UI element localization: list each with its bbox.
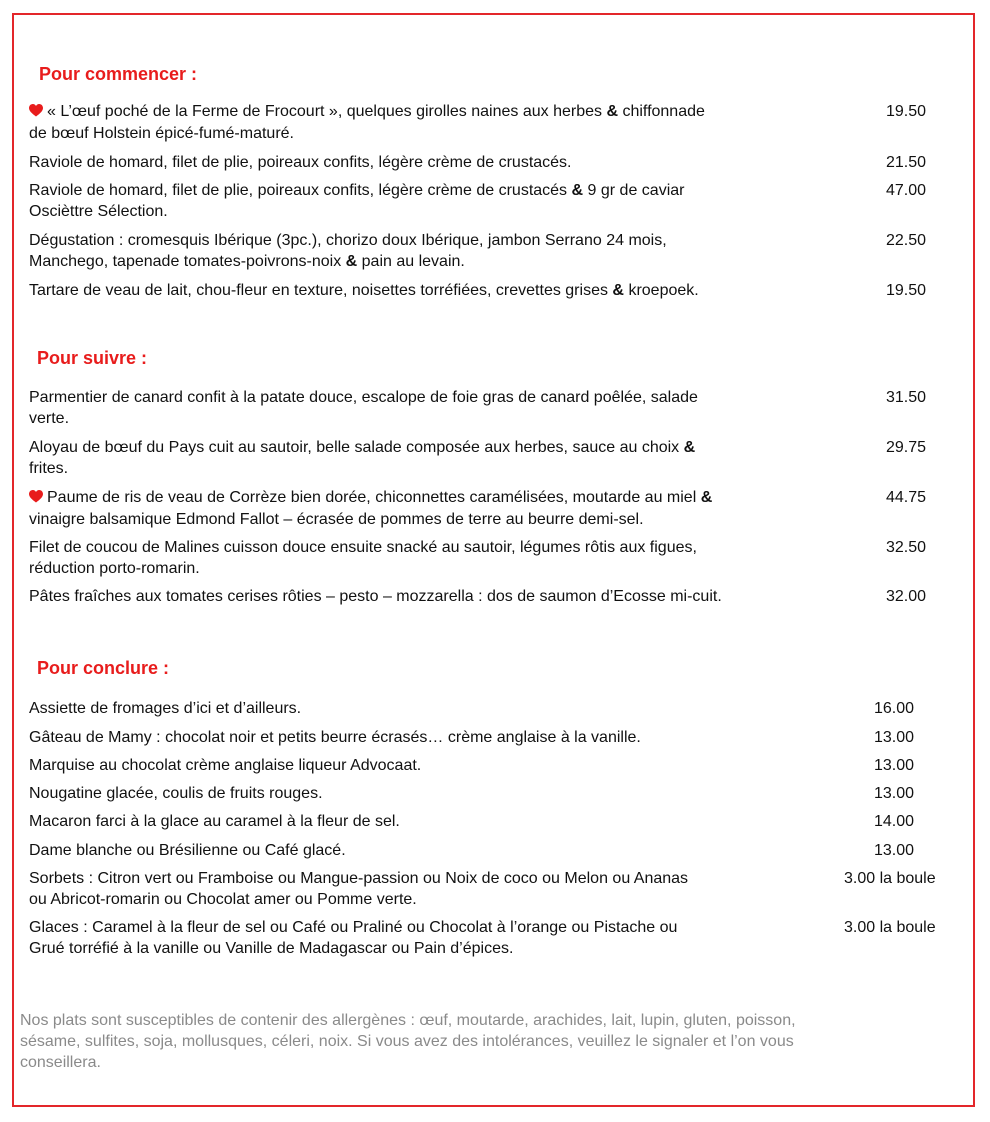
item-description: Macaron farci à la glace au caramel à la fleur de sel.: [29, 813, 400, 830]
item-price: 16.00: [874, 700, 915, 717]
item-description: Marquise au chocolat crème anglaise liqueur Advocaat.: [29, 757, 422, 774]
item-price: 44.75: [886, 489, 927, 506]
menu-item: [29, 727, 959, 748]
menu-item: [29, 437, 939, 479]
menu-item: [29, 840, 959, 861]
item-description: Sorbets : Citron vert ou Framboise ou Mangue-passion ou Noix de coco ou Melon ou Ananas ou Abricot-romarin ou Chocolat amer ou Pomme verte.: [29, 870, 689, 908]
section-title-start: Pour commencer :: [39, 64, 198, 84]
item-description: Tartare de veau de lait, chou-fleur en texture, noisettes torréfiées, crevettes grises & kroepoek.: [29, 282, 699, 299]
menu-item: [29, 152, 939, 173]
item-price: 19.50: [886, 103, 927, 120]
item-description: Filet de coucou de Malines cuisson douce ensuite snacké au sautoir, légumes rôtis aux figues, réduction porto-romarin.: [29, 539, 697, 577]
menu-item: [29, 868, 959, 910]
menu-item: [29, 180, 939, 222]
heart-icon: [29, 488, 43, 509]
item-description: Aloyau de bœuf du Pays cuit au sautoir, belle salade composée aux herbes, sauce au choix & frites.: [29, 439, 696, 477]
item-price: 22.50: [886, 232, 927, 249]
item-description: Paume de ris de veau de Corrèze bien dorée, chiconnettes caramélisées, moutarde au miel & vinaigre balsamique Edmond Fallot – écrasée de pommes de terre au beurre demi-sel.: [29, 489, 713, 528]
menu-item: [29, 537, 939, 579]
menu-item: [29, 586, 939, 607]
item-description: Gâteau de Mamy : chocolat noir et petits beurre écrasés… crème anglaise à la vanille.: [29, 729, 641, 746]
item-price: 3.00 la boule: [844, 870, 936, 887]
heart-icon: [29, 102, 43, 123]
menu-item: [29, 755, 959, 776]
menu-item: [29, 917, 959, 959]
item-price: 13.00: [874, 842, 915, 859]
item-description: « L’œuf poché de la Ferme de Frocourt », quelques girolles naines aux herbes & chiffonnade de bœuf Holstein épicé-fumé-maturé.: [29, 103, 705, 142]
menu-item: [29, 387, 939, 429]
item-price: 21.50: [886, 154, 927, 171]
item-description: Dégustation : cromesquis Ibérique (3pc.), chorizo doux Ibérique, jambon Serrano 24 mois, Manchego, tapenade tomates-poivrons-noix & pain au levain.: [29, 232, 667, 270]
item-description: Dame blanche ou Brésilienne ou Café glacé.: [29, 842, 346, 859]
item-description: Parmentier de canard confit à la patate douce, escalope de foie gras de canard poêlée, salade verte.: [29, 389, 698, 427]
item-price: 14.00: [874, 813, 915, 830]
allergen-note: Nos plats sont susceptibles de contenir des allergènes : œuf, moutarde, arachides, lait, lupin, gluten, poisson, sésame, sulfites, soja, mollusques, céleri, noix. Si vous avez des intolérances, veuillez le signaler et l’on vous conseillera.: [20, 1012, 796, 1071]
item-price: 13.00: [874, 785, 915, 802]
item-price: 31.50: [886, 389, 927, 406]
item-description: Assiette de fromages d’ici et d’ailleurs.: [29, 700, 302, 717]
menu-item: [29, 698, 959, 719]
item-price: 19.50: [886, 282, 927, 299]
menu-item: [29, 487, 939, 529]
menu-item: [29, 811, 959, 832]
item-price: 13.00: [874, 757, 915, 774]
item-price: 29.75: [886, 439, 927, 456]
section-title-end: Pour conclure :: [37, 658, 170, 678]
menu-item: [29, 230, 939, 272]
section-title-follow: Pour suivre :: [37, 348, 148, 368]
item-description: Pâtes fraîches aux tomates cerises rôties – pesto – mozzarella : dos de saumon d’Ecosse mi-cuit.: [29, 588, 722, 605]
menu-item: [29, 101, 939, 143]
item-price: 13.00: [874, 729, 915, 746]
item-price: 32.50: [886, 539, 927, 556]
item-price: 3.00 la boule: [844, 919, 936, 936]
item-description: Glaces : Caramel à la fleur de sel ou Café ou Praliné ou Chocolat à l’orange ou Pistache ou Grué torréfié à la vanille ou Vanille de Madagascar ou Pain d’épices.: [29, 919, 678, 957]
menu-item: [29, 280, 939, 301]
item-description: Raviole de homard, filet de plie, poireaux confits, légère crème de crustacés & 9 gr de caviar Oscièttre Sélection.: [29, 182, 685, 220]
item-description: Nougatine glacée, coulis de fruits rouges.: [29, 785, 323, 802]
menu-item: [29, 783, 959, 804]
item-price: 32.00: [886, 588, 927, 605]
item-description: Raviole de homard, filet de plie, poireaux confits, légère crème de crustacés.: [29, 154, 572, 171]
item-price: 47.00: [886, 182, 927, 199]
